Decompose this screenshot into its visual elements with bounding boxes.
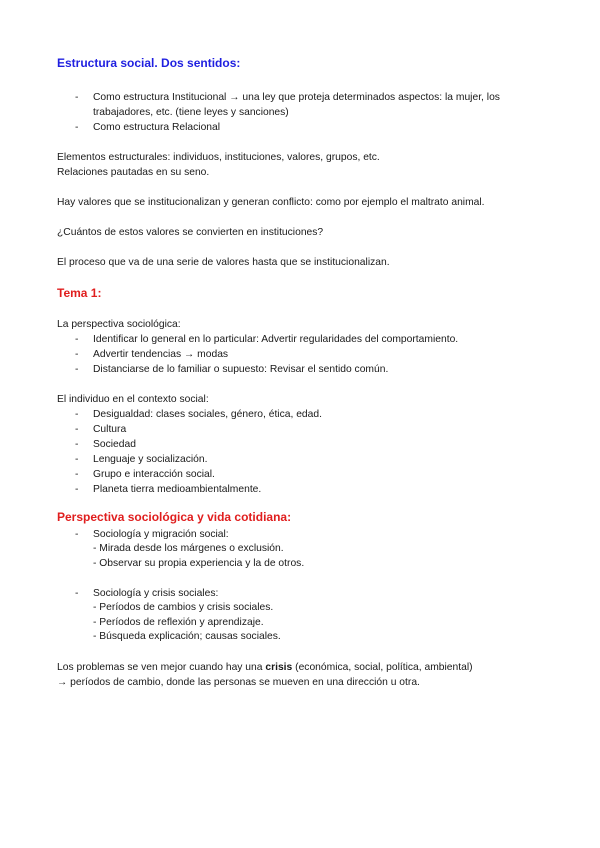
list-item-text: Grupo e interacción social. bbox=[93, 469, 215, 480]
bullet-dash: - bbox=[75, 454, 79, 465]
list-item-text: Planeta tierra medioambientalmente. bbox=[93, 484, 262, 495]
list-item-text: Lenguaje y socialización. bbox=[93, 454, 208, 465]
bullet-dash: - bbox=[75, 92, 79, 103]
closing-paragraph bbox=[57, 660, 557, 675]
list-item bbox=[57, 347, 557, 362]
bullet-dash: - bbox=[75, 424, 79, 435]
bullet-dash: - bbox=[75, 349, 79, 360]
daily-life-list bbox=[57, 527, 557, 645]
list-item bbox=[57, 527, 557, 571]
list-item-text: Sociología y migración social: bbox=[93, 529, 229, 540]
perspective-list bbox=[57, 332, 557, 377]
bullet-dash: - bbox=[75, 364, 79, 375]
document-body bbox=[57, 56, 557, 690]
list-item-text: Sociología y crisis sociales: bbox=[93, 588, 219, 599]
sub-item: - Períodos de reflexión y aprendizaje. bbox=[93, 616, 264, 628]
paragraph: Elementos estructurales: individuos, instituciones, valores, grupos, etc. bbox=[57, 152, 380, 163]
list-item-text: Sociedad bbox=[93, 439, 136, 450]
bullet-dash: - bbox=[75, 439, 79, 450]
list-item bbox=[57, 467, 557, 482]
sub-item: - Búsqueda explicación; causas sociales. bbox=[93, 631, 281, 642]
paragraph: La perspectiva sociológica: bbox=[57, 319, 181, 330]
list-item-text: Desigualdad: clases sociales, género, ética, edad. bbox=[93, 409, 322, 420]
bullet-dash: - bbox=[75, 409, 79, 420]
sub-item: - Períodos de cambios y crisis sociales. bbox=[93, 602, 274, 613]
list-item bbox=[57, 407, 557, 422]
closing-text-pre: Los problemas se ven mejor cuando hay una bbox=[57, 661, 266, 673]
section-title-estructura-social: Estructura social. Dos sentidos: bbox=[57, 56, 241, 70]
list-item bbox=[57, 332, 557, 347]
section-title-tema-1: Tema 1: bbox=[57, 286, 102, 300]
structure-list bbox=[57, 90, 557, 135]
list-item bbox=[57, 90, 557, 120]
paragraph: Relaciones pautadas en su seno. bbox=[57, 167, 210, 178]
paragraph: ¿Cuántos de estos valores se convierten en instituciones? bbox=[57, 227, 324, 238]
list-item bbox=[57, 586, 557, 645]
bullet-dash: - bbox=[75, 122, 79, 133]
list-item-text: Advertir tendencias → modas bbox=[93, 349, 229, 360]
list-item bbox=[57, 422, 557, 437]
list-item-text: Como estructura Institucional → una ley que proteja determinados aspectos: la mujer, los trabajadores, etc. (tiene leyes y sanciones) bbox=[93, 92, 500, 118]
sub-item: - Mirada desde los márgenes o exclusión. bbox=[93, 543, 284, 554]
list-item-text: Identificar lo general en lo particular: Advertir regularidades del comportamiento. bbox=[93, 334, 459, 345]
bullet-dash: - bbox=[75, 529, 79, 540]
list-item bbox=[57, 362, 557, 377]
list-item-text: Distanciarse de lo familiar o supuesto: Revisar el sentido común. bbox=[93, 364, 389, 375]
section-title-vida-cotidiana: Perspectiva sociológica y vida cotidiana: bbox=[57, 510, 292, 524]
bullet-dash: - bbox=[75, 588, 79, 599]
bullet-dash: - bbox=[75, 484, 79, 495]
list-item bbox=[57, 437, 557, 452]
paragraph: El proceso que va de una serie de valores hasta que se institucionalizan. bbox=[57, 257, 390, 268]
list-item-text: Cultura bbox=[93, 424, 127, 435]
list-item-text: Como estructura Relacional bbox=[93, 122, 221, 133]
sub-item: - Observar su propia experiencia y la de otros. bbox=[93, 557, 305, 569]
paragraph: El individuo en el contexto social: bbox=[57, 394, 209, 405]
paragraph: Hay valores que se institucionalizan y generan conflicto: como por ejemplo el maltrato animal. bbox=[57, 197, 485, 208]
closing-paragraph-line2: → períodos de cambio, donde las personas se mueven en una dirección u otra. bbox=[57, 676, 420, 688]
closing-text-bold: crisis bbox=[265, 661, 293, 673]
closing-text-post: (económica, social, política, ambiental) bbox=[292, 661, 473, 673]
list-item bbox=[57, 482, 557, 497]
bullet-dash: - bbox=[75, 469, 79, 480]
bullet-dash: - bbox=[75, 334, 79, 345]
list-item bbox=[57, 452, 557, 467]
list-item bbox=[57, 120, 557, 135]
individual-context-list bbox=[57, 407, 557, 497]
